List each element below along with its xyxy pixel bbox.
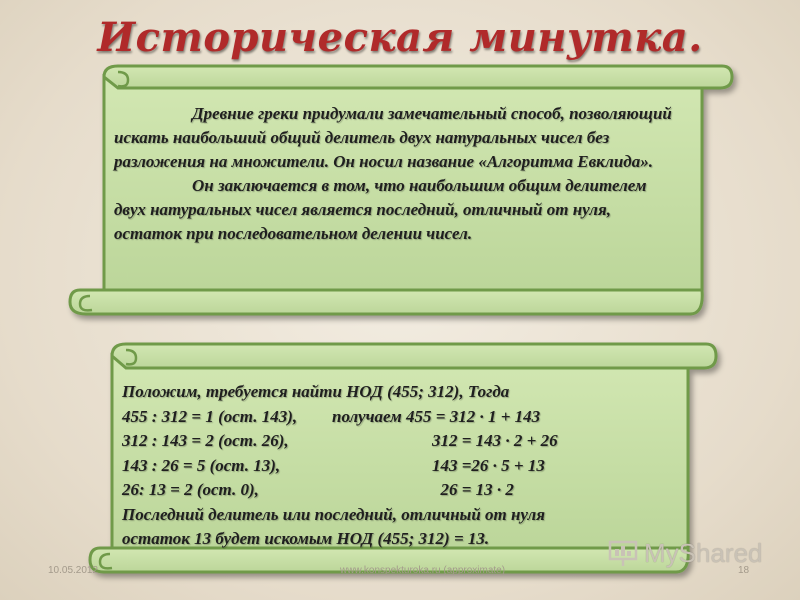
- calc-row: [122, 478, 662, 503]
- slide-title: Историческая минутка.: [97, 14, 703, 61]
- division-step: 455 : 312 = 1 (ост. 143),: [122, 406, 298, 426]
- watermark-text: MyShared: [644, 538, 763, 568]
- division-step: 143 : 26 = 5 (ост. 13),: [122, 455, 281, 475]
- equation: 312 = 143 · 2 + 26: [432, 431, 558, 450]
- presentation-icon: [608, 540, 638, 568]
- conclusion-line-1: Последний делитель или последний, отличный от нуля: [122, 504, 545, 524]
- equation: 143 =26 · 5 + 13: [432, 455, 545, 475]
- history-paragraph-2: Он заключается в том, что наибольшим общим делителем двух натуральных чисел является последний, отличный от нуля, остаток при последовательном делении чисел.: [114, 176, 647, 243]
- footer-page-number: 18: [738, 565, 750, 576]
- example-intro: Положим, требуется найти НОД (455; 312), Тогда: [122, 382, 510, 401]
- division-step: 26: 13 = 2 (ост. 0),: [122, 480, 259, 499]
- scroll-2-text: [122, 380, 662, 552]
- scroll-1-text: [114, 102, 674, 246]
- calc-row: [122, 405, 662, 430]
- equation: получаем 455 = 312 · 1 + 143: [332, 406, 541, 426]
- conclusion-line-2: остаток 13 будет искомым НОД (455; 312) = 13.: [122, 529, 490, 548]
- footer-date: 10.05.2012: [48, 565, 99, 576]
- history-paragraph-1: Древние греки придумали замечательный способ, позволяющий искать наибольший общий делитель двух натуральных чисел без разложения на множители. Он носил название «Алгоритма Евклида».: [114, 104, 672, 171]
- calc-row: [122, 454, 662, 479]
- watermark-logo: [608, 538, 763, 569]
- footer-site: www.konspekturoka.ru (approximate): [340, 565, 506, 576]
- equation: 26 = 13 · 2: [432, 480, 514, 499]
- calc-row: [122, 429, 662, 454]
- division-step: 312 : 143 = 2 (ост. 26),: [122, 431, 289, 450]
